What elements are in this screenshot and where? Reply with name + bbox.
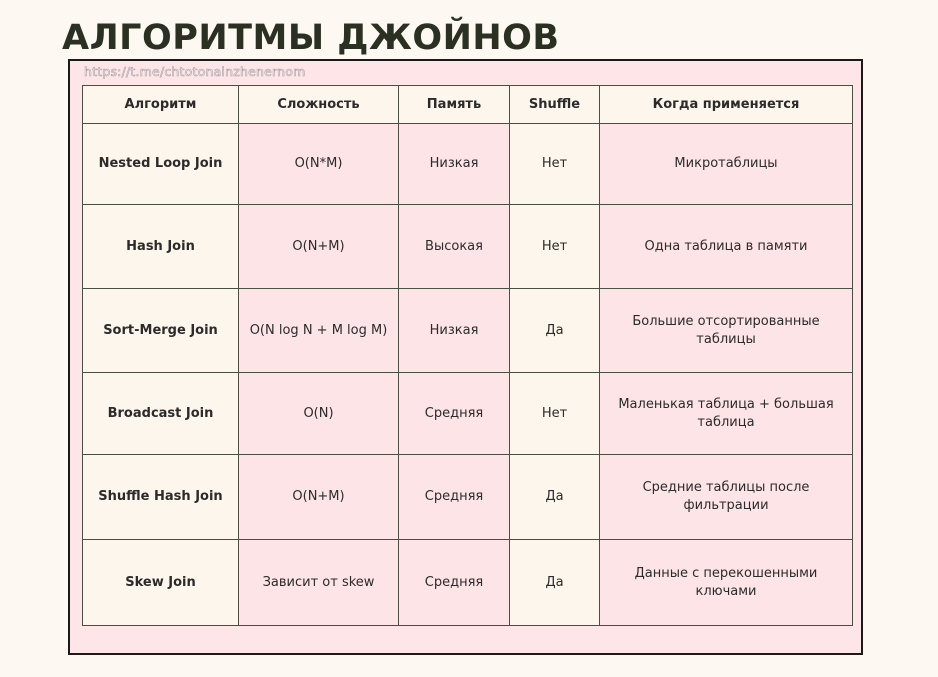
join-algorithms-table — [82, 85, 853, 626]
cell-usage: Маленькая таблица + большая таблица — [600, 373, 853, 455]
table-row — [83, 124, 853, 205]
table-row — [83, 455, 853, 540]
cell-memory: Средняя — [399, 540, 510, 626]
cell-shuffle: Да — [510, 455, 600, 540]
cell-complexity: O(N log N + M log M) — [239, 289, 399, 373]
cell-shuffle: Нет — [510, 373, 600, 455]
page-title: АЛГОРИТМЫ ДЖОЙНОВ — [62, 18, 560, 58]
cell-shuffle: Нет — [510, 124, 600, 205]
cell-usage: Одна таблица в памяти — [600, 205, 853, 289]
table-header-row — [83, 86, 853, 124]
table-row — [83, 540, 853, 626]
cell-complexity: O(N*M) — [239, 124, 399, 205]
cell-memory: Низкая — [399, 124, 510, 205]
header-complexity: Сложность — [239, 86, 399, 124]
cell-algorithm: Broadcast Join — [83, 373, 239, 455]
cell-algorithm: Skew Join — [83, 540, 239, 626]
cell-algorithm: Shuffle Hash Join — [83, 455, 239, 540]
header-usage: Когда применяется — [600, 86, 853, 124]
table-row — [83, 373, 853, 455]
cell-usage: Данные с перекошенными ключами — [600, 540, 853, 626]
cell-complexity: O(N+M) — [239, 455, 399, 540]
cell-algorithm: Hash Join — [83, 205, 239, 289]
cell-usage: Средние таблицы после фильтрации — [600, 455, 853, 540]
cell-algorithm: Nested Loop Join — [83, 124, 239, 205]
cell-shuffle: Да — [510, 540, 600, 626]
cell-complexity: Зависит от skew — [239, 540, 399, 626]
cell-complexity: O(N+M) — [239, 205, 399, 289]
cell-algorithm: Sort-Merge Join — [83, 289, 239, 373]
cell-shuffle: Нет — [510, 205, 600, 289]
header-algorithm: Алгоритм — [83, 86, 239, 124]
cell-usage: Большие отсортированные таблицы — [600, 289, 853, 373]
cell-memory: Средняя — [399, 455, 510, 540]
cell-memory: Средняя — [399, 373, 510, 455]
header-shuffle: Shuffle — [510, 86, 600, 124]
header-memory: Память — [399, 86, 510, 124]
cell-usage: Микротаблицы — [600, 124, 853, 205]
cell-memory: Высокая — [399, 205, 510, 289]
cell-memory: Низкая — [399, 289, 510, 373]
cell-shuffle: Да — [510, 289, 600, 373]
table-row — [83, 205, 853, 289]
table-row — [83, 289, 853, 373]
cell-complexity: O(N) — [239, 373, 399, 455]
source-link[interactable]: https://t.me/chtotonainzhenernom — [84, 64, 306, 79]
